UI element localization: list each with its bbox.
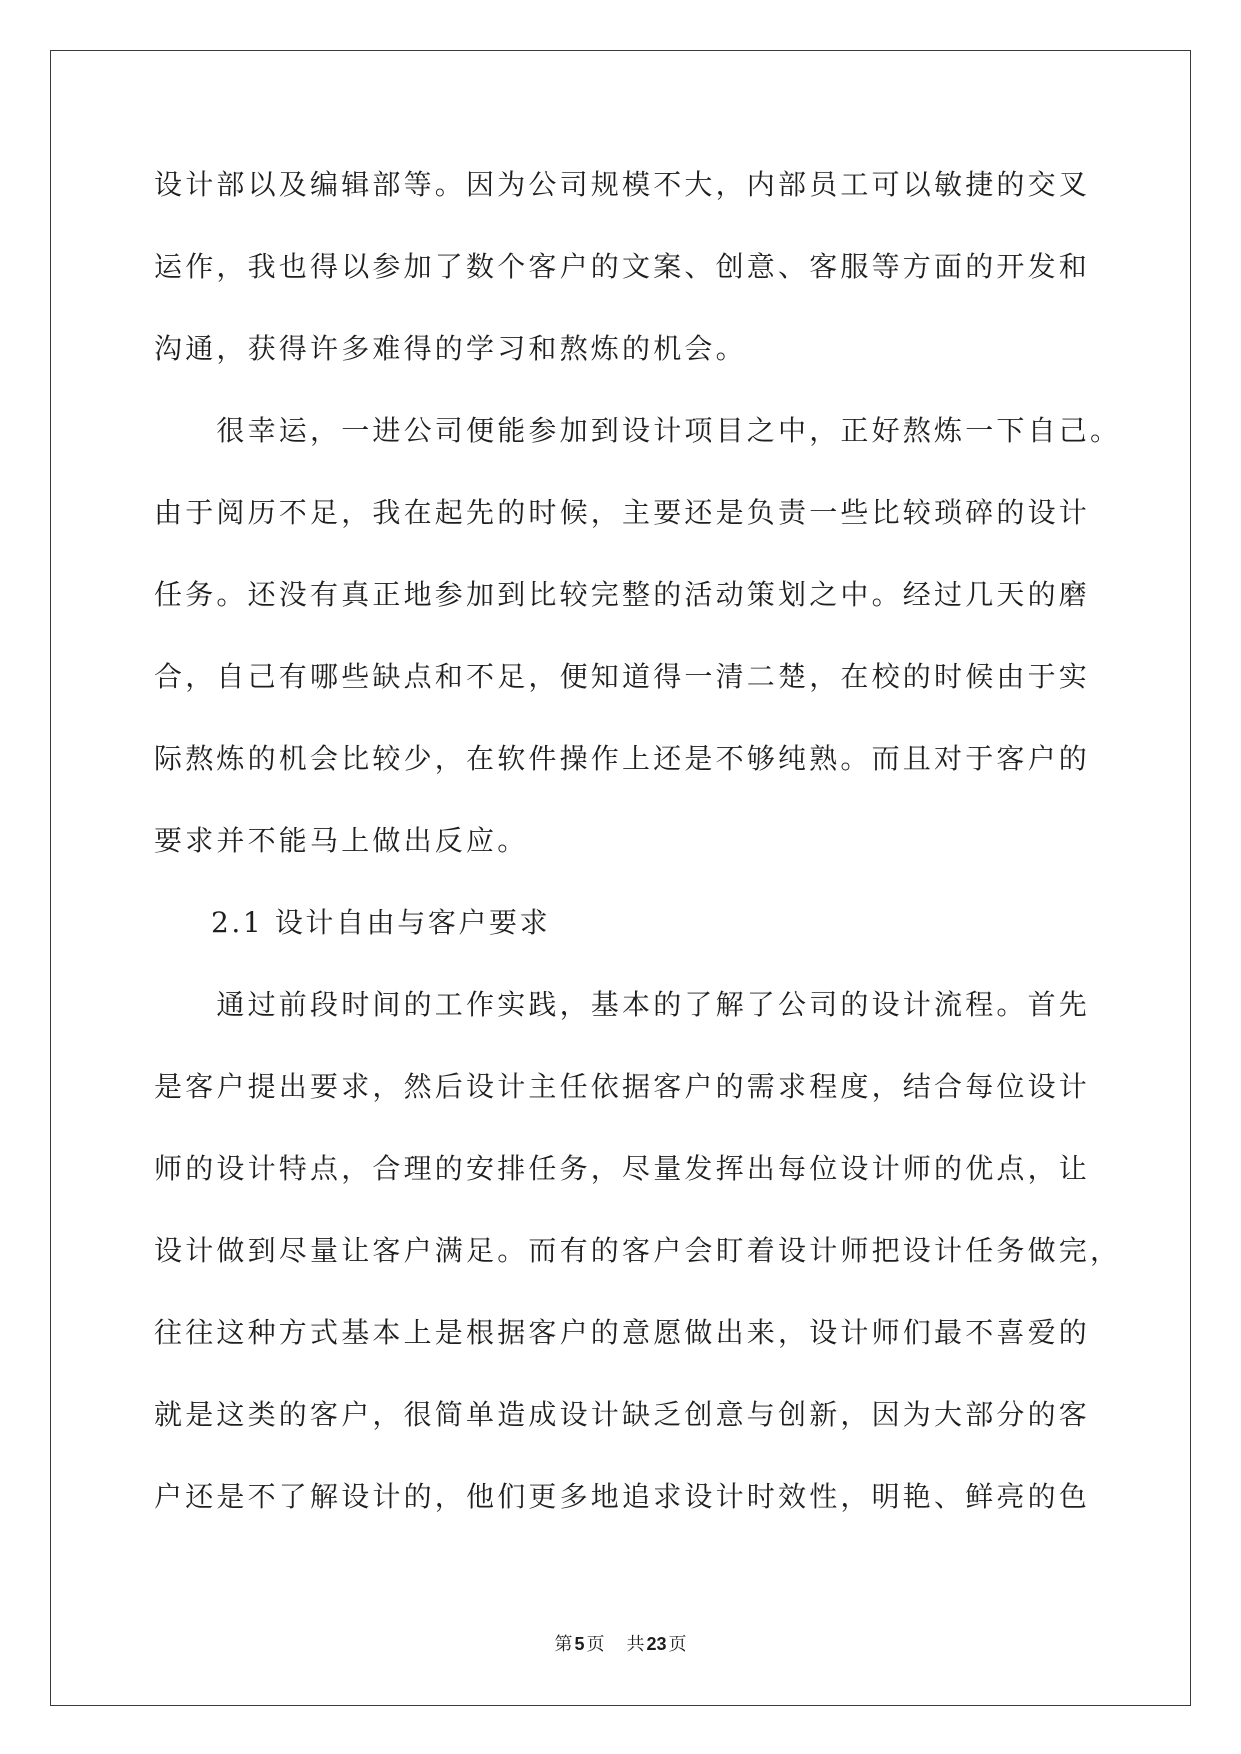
total-pages-prefix: 共: [626, 1634, 645, 1654]
page-number-suffix: 页: [586, 1634, 605, 1654]
page-number-prefix: 第: [554, 1634, 573, 1654]
total-pages-number: 23: [646, 1634, 667, 1654]
total-pages-suffix: 页: [668, 1634, 687, 1654]
paragraph-line: 由于阅历不足，我在起先的时候，主要还是负责一些比较琐碎的设计: [154, 496, 1091, 529]
document-body: [154, 144, 1154, 1538]
paragraph-line: 设计做到尽量让客户满足。而有的客户会盯着设计师把设计任务做完，: [154, 1234, 1122, 1267]
paragraph: [154, 964, 1154, 1538]
paragraph-line: 设计部以及编辑部等。因为公司规模不大，内部员工可以敏捷的交叉: [154, 168, 1091, 201]
paragraph: [154, 144, 1154, 390]
paragraph-line: 际熬炼的机会比较少，在软件操作上还是不够纯熟。而且对于客户的: [154, 742, 1091, 775]
page-number: 5: [574, 1634, 585, 1654]
paragraph-line: 就是这类的客户，很简单造成设计缺乏创意与创新，因为大部分的客: [154, 1398, 1091, 1431]
paragraph-line: 任务。还没有真正地参加到比较完整的活动策划之中。经过几天的磨: [154, 578, 1091, 611]
paragraph-line: 要求并不能马上做出反应。: [154, 824, 529, 857]
paragraph-line: 户还是不了解设计的，他们更多地追求设计时效性，明艳、鲜亮的色: [154, 1480, 1091, 1513]
section-heading: 2.1 设计自由与客户要求: [211, 906, 551, 939]
paragraph-line: 是客户提出要求，然后设计主任依据客户的需求程度，结合每位设计: [154, 1070, 1091, 1103]
paragraph-line: 师的设计特点，合理的安排任务，尽量发挥出每位设计师的优点，让: [154, 1152, 1091, 1185]
paragraph-line: 合，自己有哪些缺点和不足，便知道得一清二楚，在校的时候由于实: [154, 660, 1091, 693]
paragraph-line: 很幸运，一进公司便能参加到设计项目之中，正好熬炼一下自己。: [216, 414, 1122, 447]
paragraph: [154, 390, 1154, 882]
paragraph-line: 通过前段时间的工作实践，基本的了解了公司的设计流程。首先: [216, 988, 1090, 1021]
paragraph-line: 往往这种方式基本上是根据客户的意愿做出来，设计师们最不喜爱的: [154, 1316, 1091, 1349]
page-footer: [0, 1630, 1241, 1658]
paragraph-line: 运作，我也得以参加了数个客户的文案、创意、客服等方面的开发和: [154, 250, 1091, 283]
paragraph-line: 沟通，获得许多难得的学习和熬炼的机会。: [154, 332, 747, 365]
